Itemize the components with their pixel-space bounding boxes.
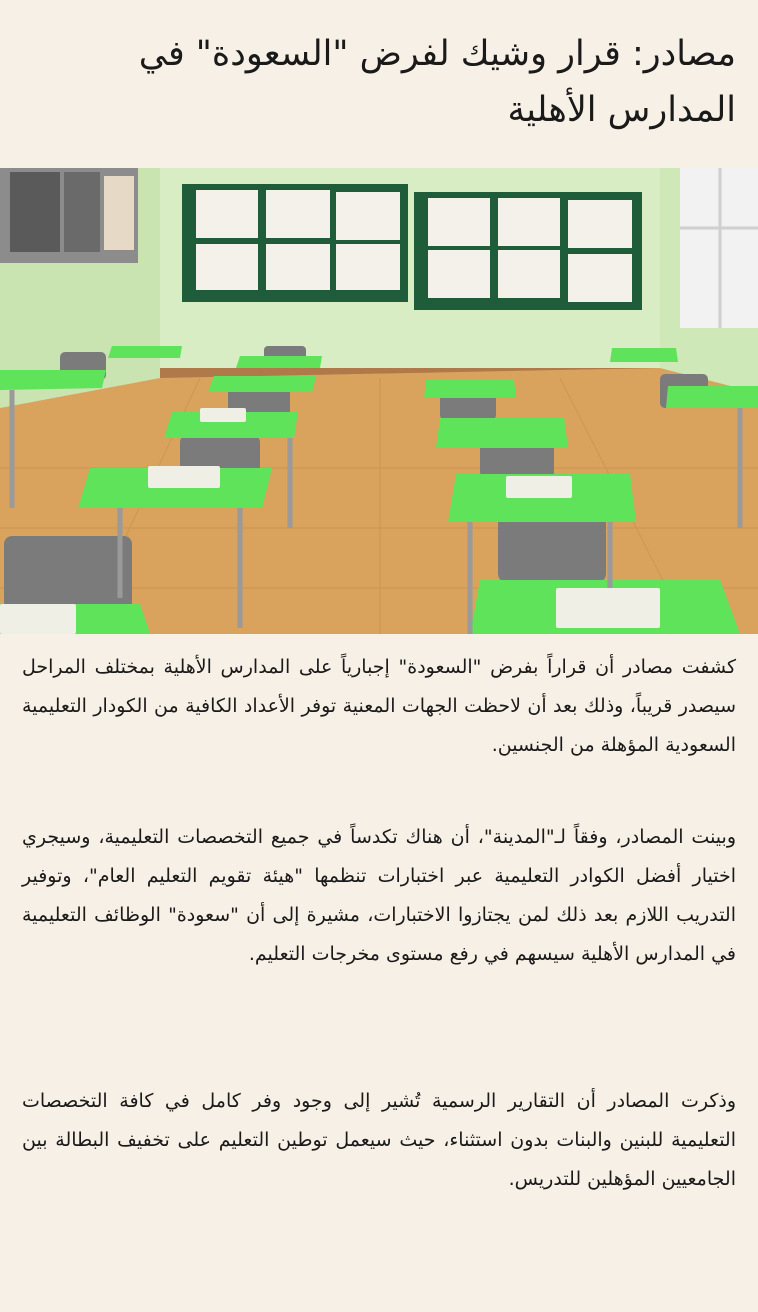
article-paragraph-1: كشفت مصادر أن قراراً بفرض "السعودة" إجبارياً على المدارس الأهلية بمختلف المراحل سيصدر قريباً، وذلك بعد أن لاحظت الجهات المعنية توفر الأعداد الكافية من الكودار التعليمية السعودية المؤهلة من الجنسين. [22,656,736,756]
classroom-photo [0,168,758,634]
article-paragraph-2: وبينت المصادر، وفقاً لـ"المدينة"، أن هناك تكدساً في جميع التخصصات التعليمية، وسيجري اختيار أفضل الكوادر التعليمية عبر اختبارات تنظمها "هيئة تقويم التعليم العام"، وتوفير التدريب اللازم بعد ذلك لمن يجتازوا الاختبارات، مشيرة إلى أن "سعودة" الوظائف التعليمية في المدارس الأهلية سيسهم في رفع مستوى مخرجات التعليم. [22,826,736,965]
article-paragraph-3: وذكرت المصادر أن التقارير الرسمية تُشير إلى وجود وفر كامل في كافة التخصصات التعليمية للبنين والبنات بدون استثناء، حيث سيعمل توطين التعليم على تخفيف البطالة بين الجامعيين المؤهلين للتدريس. [22,1090,736,1190]
article-title: مصادر: قرار وشيك لفرض "السعودة" في المدارس الأهلية [138,34,736,130]
